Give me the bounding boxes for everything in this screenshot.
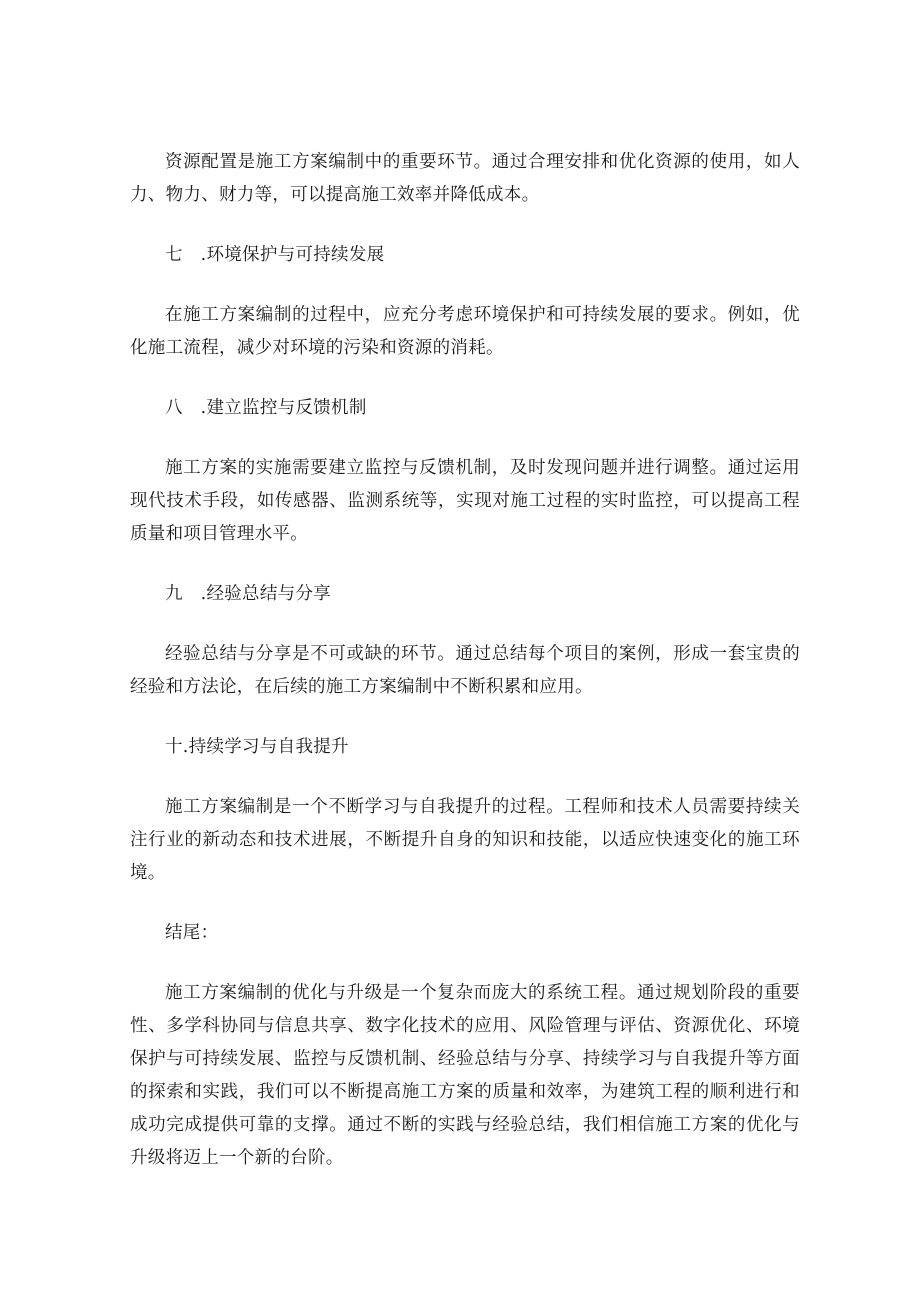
paragraph-conclusion: 施工方案编制的优化与升级是一个复杂而庞大的系统工程。通过规划阶段的重要性、多学科协同与信息共享、数字化技术的应用、风险管理与评估、资源优化、环境保护与可持续发展、监控与反馈机制、经验总结与分享、持续学习与自我提升等方面的探索和实践，我们可以不断提高施工方案的质量和效率，为建筑工程的顺利进行和成功完成提供可靠的支撑。通过不断的实践与经验总结，我们相信施工方案的优化与升级将迈上一个新的台阶。: [130, 983, 800, 1168]
section-heading-9: 九 .经验总结与分享: [165, 584, 332, 604]
paragraph-environment: 在施工方案编制的过程中，应充分考虑环境保护和可持续发展的要求。例如，优化施工流程，减少对环境的污染和资源的消耗。: [130, 305, 800, 358]
paragraph-experience: 经验总结与分享是不可或缺的环节。通过总结每个项目的案例，形成一套宝贵的经验和方法论，在后续的施工方案编制中不断积累和应用。: [130, 644, 800, 697]
paragraph-monitoring: 施工方案的实施需要建立监控与反馈机制，及时发现问题并进行调整。通过运用现代技术手段，如传感器、监测系统等，实现对施工过程的实时监控，可以提高工程质量和项目管理水平。: [130, 458, 800, 544]
section-heading-10: 十.持续学习与自我提升: [165, 737, 349, 757]
section-heading-7: 七 .环境保护与可持续发展: [165, 245, 385, 265]
paragraph-resource-allocation: 资源配置是施工方案编制中的重要环节。通过合理安排和优化资源的使用，如人力、物力、财力等，可以提高施工效率并降低成本。: [130, 152, 800, 205]
document-body: [130, 146, 800, 1175]
paragraph-learning: 施工方案编制是一个不断学习与自我提升的过程。工程师和技术人员需要持续关注行业的新动态和技术进展，不断提升自身的知识和技能，以适应快速变化的施工环境。: [130, 797, 800, 883]
section-heading-8: 八 .建立监控与反馈机制: [165, 398, 367, 418]
section-heading-conclusion: 结尾：: [165, 923, 219, 943]
